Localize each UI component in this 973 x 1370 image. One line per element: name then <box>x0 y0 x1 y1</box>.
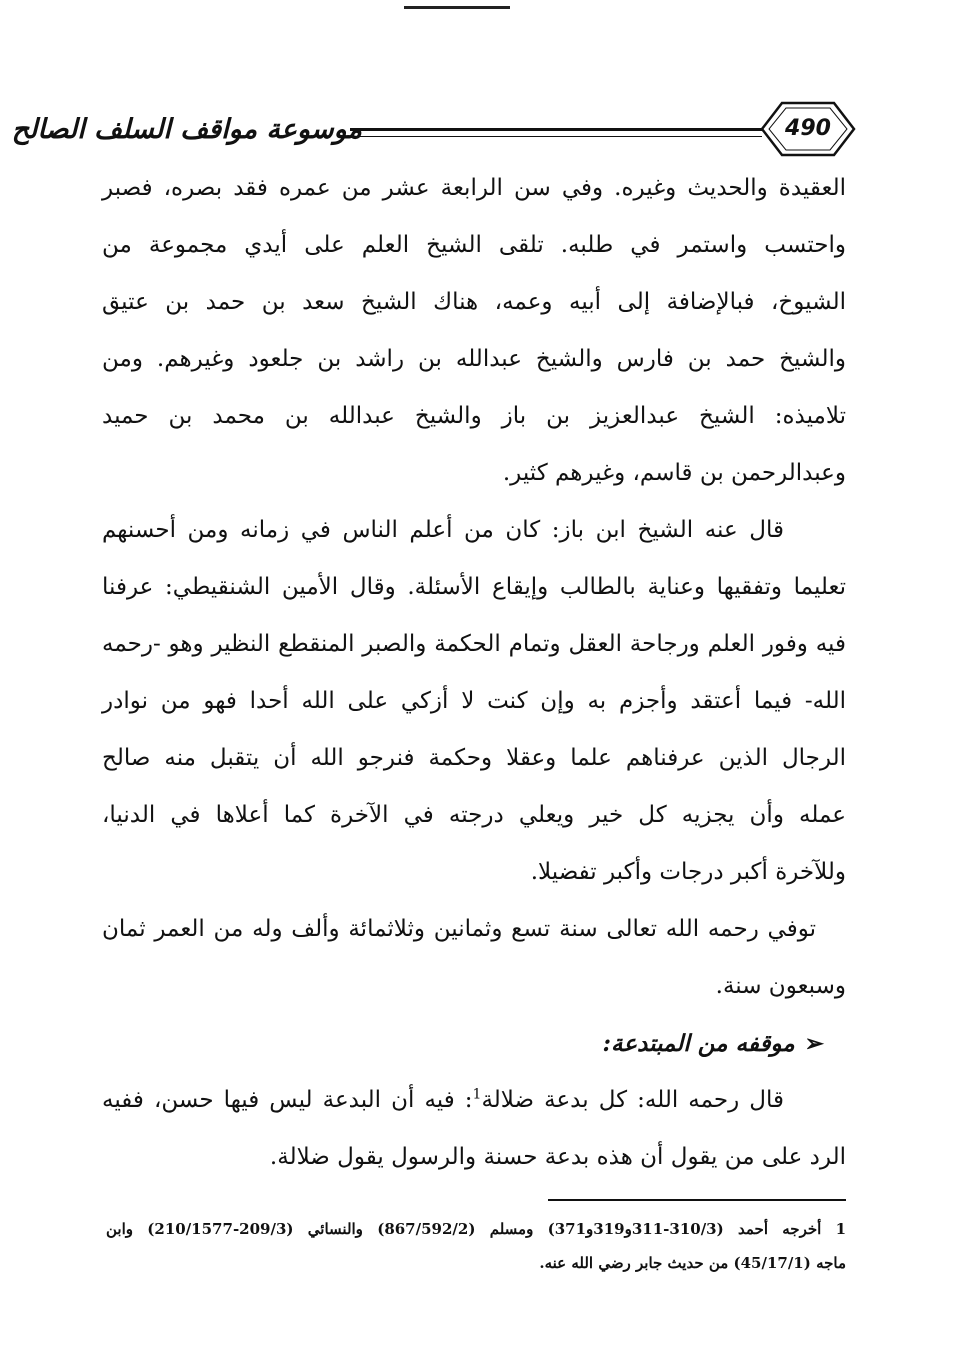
text-line: الله- فيما أعتقد وأجزم به وإن كنت لا أزكي على الله أحدا فهو من نوادر <box>102 688 846 714</box>
page-number: 490 <box>785 116 831 141</box>
text-line <box>102 1072 846 1129</box>
text-line: تعليما وتفقيها وعناية بالطالب وإيقاع الأسئلة. وقال الأمين الشنقيطي: عرفنا <box>102 574 846 600</box>
footnote-line: 1 أخرجه أحمد (310/3-311و319و371) ومسلم (867/592/2) والنسائي (209/3-210/1577) وابن <box>106 1220 847 1238</box>
main-text <box>102 160 846 1186</box>
section-heading <box>102 1015 846 1072</box>
text-line: واحتسب واستمر في طلبه. تلقى الشيخ العلم على أيدي مجموعة من <box>102 232 846 258</box>
text-line: وسبعون سنة. <box>715 973 846 999</box>
page-header <box>11 98 857 160</box>
footnote-ref[interactable]: 1 <box>472 1086 482 1103</box>
text-line: تلاميذه: الشيخ عبدالعزيز بن باز والشيخ عبدالله بن محمد بن حميد <box>102 403 846 429</box>
header-rule <box>350 128 762 137</box>
section-heading-text: موقفه من المبتدعة: <box>602 1030 795 1057</box>
top-scan-mark <box>404 6 510 9</box>
text-line: الرجال الذين عرفناهم علما وعقلا وحكمة فنرجو الله أن يتقبل منه صالح <box>102 745 846 771</box>
text-line: الشيوخ، فبالإضافة إلى أبيه وعمه، هناك الشيخ سعد بن حمد بن عتيق <box>102 289 846 315</box>
text-line: عمله وأن يجزيه كل خير ويعلي درجته في الآخرة كما أعلاها في الدنيا، <box>102 802 846 828</box>
book-title: موسوعة مواقف السلف الصالح <box>11 114 362 145</box>
text-line: توفي رحمه الله تعالى سنة تسع وثمانين وثلاثمائة وألف وله من العمر ثمان <box>102 916 816 942</box>
text-line: الرد على من يقول أن هذه بدعة حسنة والرسول يقول ضلالة. <box>269 1144 846 1170</box>
text-segment: قال رحمه الله: كل بدعة ضلالة <box>481 1087 784 1113</box>
footnote-divider <box>548 1199 846 1201</box>
text-line: وعبدالرحمن بن قاسم، وغيرهم كثير. <box>502 460 846 486</box>
text-segment: : فيه أن البدعة ليس فيها حسن، ففيه <box>102 1087 473 1113</box>
footnotes <box>106 1212 846 1280</box>
footnote-line: ماجه (45/17/1) من حديث جابر رضي الله عنه. <box>539 1254 846 1272</box>
text-line: العقيدة والحديث وغيره. وفي سن الرابعة عشر من عمره فقد بصره، فصبر <box>102 175 846 201</box>
arrow-bullet-icon: ➢ <box>804 1030 824 1057</box>
page-number-badge <box>760 101 856 157</box>
text-line: والشيخ حمد بن فارس والشيخ عبدالله بن راشد بن جلعود وغيرهم. ومن <box>102 346 846 372</box>
text-line: فيه وفور العلم ورجاحة العقل وتمام الحكمة والصبر المنقطع النظير وهو -رحمه <box>102 631 846 657</box>
text-line: قال عنه الشيخ ابن باز: كان من أعلم الناس في زمانه ومن أحسنهم <box>102 517 784 543</box>
text-line: وللآخرة أكبر درجات وأكبر تفضيلا. <box>530 859 846 885</box>
